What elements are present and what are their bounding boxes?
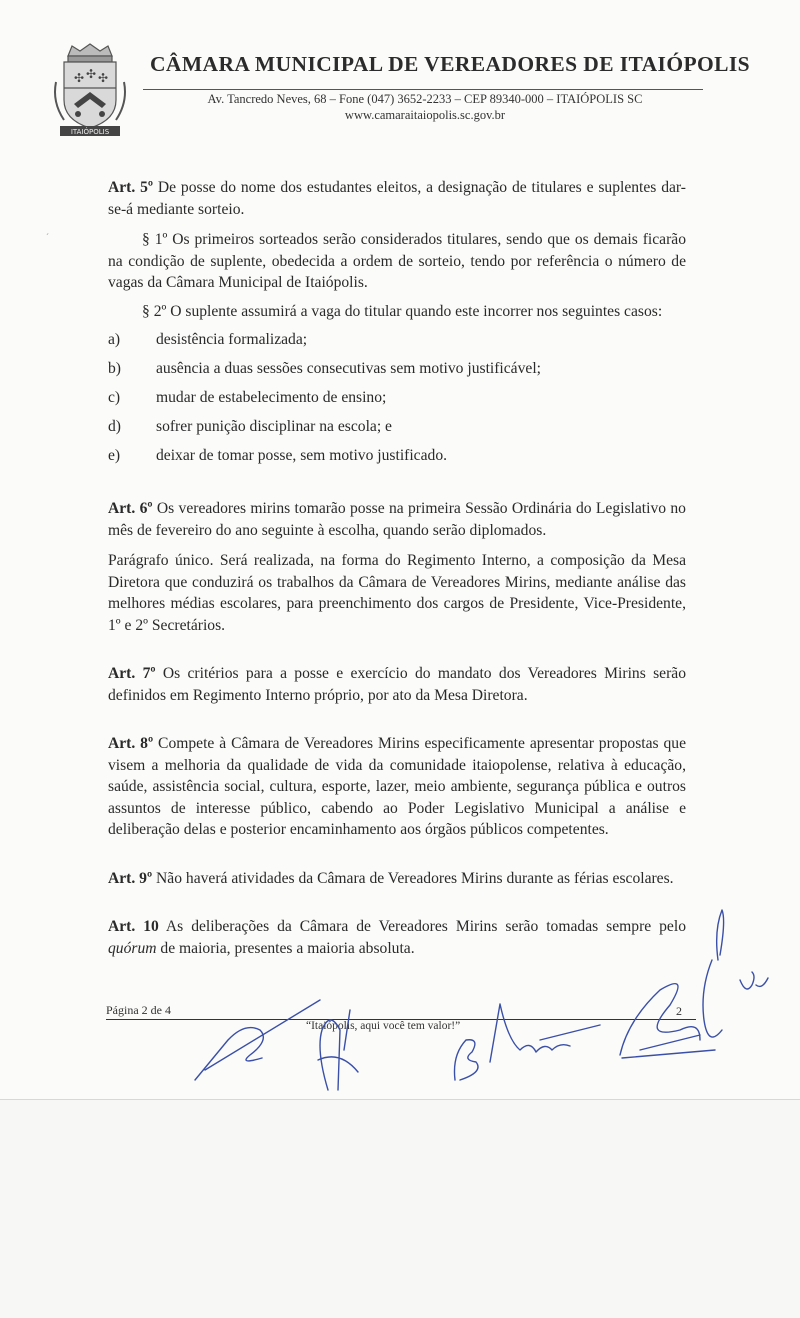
article-5-paragraph-1: § 1º Os primeiros sorteados serão considerados titulares, sendo que os demais ficarão na condição de suplente, obedecida a ordem de sorteio, tendo por referência o número de vagas da Câmara Municipal de Itaiópolis.	[108, 231, 686, 291]
article-10	[108, 916, 686, 959]
list-item-text: desistência formalizada;	[156, 331, 308, 348]
article-8	[108, 733, 686, 841]
article-9-text: Não haverá atividades da Câmara de Vereadores Mirins durante as férias escolares.	[152, 869, 674, 887]
article-5	[108, 177, 686, 220]
document-body	[108, 177, 686, 959]
article-5-label: Art. 5º	[108, 179, 154, 196]
list-item-letter: a)	[108, 331, 121, 348]
article-6-sole-paragraph: Parágrafo único. Será realizada, na forma do Regimento Interno, a composição da Mesa Diretora que conduzirá os trabalhos da Câmara de Vereadores Mirins, mediante análise das melhores médias escolares, para preenchimento dos cargos de Presidente, Vice-Presidente, 1º e 2º Secretários.	[108, 552, 686, 634]
article-10-text-b: de maioria, presentes a maioria absoluta.	[156, 939, 415, 957]
address-line: Av. Tancredo Neves, 68 – Fone (047) 3652-2233 – CEP 89340-000 – ITAIÓPOLIS SC	[207, 92, 643, 106]
org-title: CÂMARA MUNICIPAL DE VEREADORES DE ITAIÓPOLIS	[150, 52, 750, 76]
svg-text:✣: ✣	[86, 67, 97, 81]
footer-slogan: “Itaiópolis, aqui você tem valor!”	[306, 1020, 461, 1032]
page-number: 2	[676, 1004, 682, 1018]
svg-text:✣: ✣	[98, 71, 109, 85]
page-edge	[0, 1099, 800, 1100]
list-item	[108, 445, 686, 474]
list-item-text: mudar de estabelecimento de ensino;	[156, 389, 387, 406]
article-5-text: De posse do nome dos estudantes eleitos, a designação de titulares e suplentes dar-se-á mediante sorteio.	[108, 179, 686, 218]
article-6-text: Os vereadores mirins tomarão posse na primeira Sessão Ordinária do Legislativo no mês de fevereiro do ano seguinte à escolha, quando serão diplomados.	[108, 500, 686, 539]
signature-4	[620, 984, 715, 1058]
article-6-label: Art. 6º	[108, 500, 153, 517]
crest-banner-text: ITAIÓPOLIS	[70, 128, 110, 136]
page-label: Página 2 de 4	[106, 1003, 171, 1017]
list-item	[108, 358, 686, 387]
article-7	[108, 663, 686, 706]
article-10-quorum: quórum	[108, 939, 157, 957]
article-10-label: Art. 10	[108, 918, 159, 935]
list-item-letter: c)	[108, 389, 121, 406]
website-line: www.camaraitaiopolis.sc.gov.br	[344, 108, 506, 122]
list-item	[108, 387, 686, 416]
article-6	[108, 498, 686, 541]
list-item-letter: e)	[108, 447, 121, 464]
article-7-text: Os critérios para a posse e exercício do mandato dos Vereadores Mirins serão definidos em Regimento Interno próprio, por ato da Mesa Diretora.	[108, 665, 686, 704]
article-5-paragraph-2: § 2º O suplente assumirá a vaga do titular quando este incorrer nos seguintes casos:	[142, 302, 663, 320]
article-10-text-a: As deliberações da Câmara de Vereadores Mirins serão tomadas sempre pelo	[158, 918, 686, 935]
municipal-crest-icon	[50, 42, 130, 142]
list-item-letter: b)	[108, 360, 121, 377]
signature-1	[195, 1000, 320, 1080]
article-7-label: Art. 7º	[108, 665, 156, 682]
list-item	[108, 329, 686, 358]
article-9-label: Art. 9º	[108, 869, 153, 887]
article-8-text: Compete à Câmara de Vereadores Mirins especificamente apresentar propostas que visem a melhoria da qualidade de vida da comunidade itaiopolense, relativa à educação, saúde, assistência social, cultura, esporte, lazer, meio ambiente, segurança pública e outros assuntos de interesse público, cabendo ao Poder Legislativo Municipal a análise e deliberação delas e posterior encaminhamento aos órgãos públicos competentes.	[108, 735, 687, 838]
list-item-text: sofrer punição disciplinar na escola; e	[156, 418, 392, 435]
article-5-case-list	[108, 329, 686, 474]
list-item	[108, 416, 686, 445]
article-8-label: Art. 8º	[108, 735, 154, 752]
signature-5	[703, 910, 768, 1037]
header-divider	[143, 89, 703, 90]
list-item-letter: d)	[108, 418, 121, 435]
svg-text:✣: ✣	[74, 71, 85, 85]
list-item-text: ausência a duas sessões consecutivas sem motivo justificável;	[156, 360, 541, 377]
header-address	[150, 91, 700, 123]
article-9	[108, 868, 686, 890]
scan-mark: ˊ	[46, 232, 49, 242]
list-item-text: deixar de tomar posse, sem motivo justificado.	[156, 447, 448, 464]
signature-3	[454, 1004, 600, 1080]
